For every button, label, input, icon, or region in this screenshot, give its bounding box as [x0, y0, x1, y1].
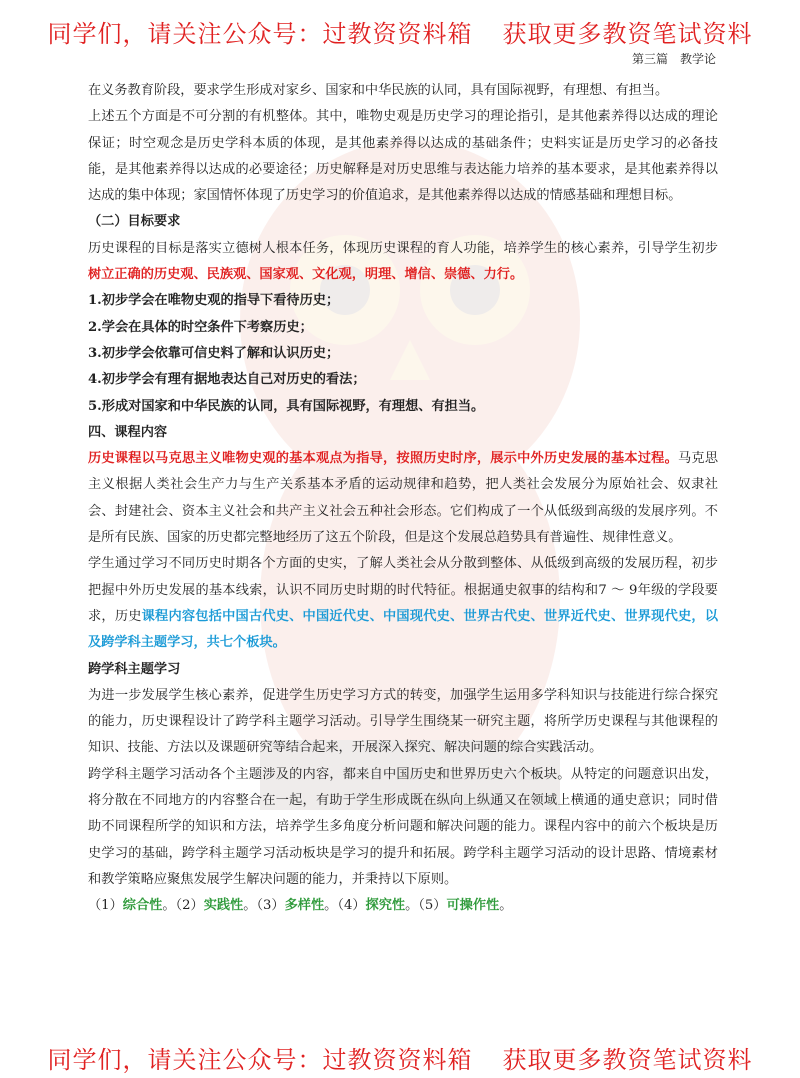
page-body — [88, 78, 718, 920]
banner-wechat-text: 同学们，请关注公众号：过教资资料箱 — [47, 20, 473, 48]
principle-2-num: 。（2） — [162, 898, 204, 914]
paragraph-five-aspects: 上述五个方面是不可分割的有机整体。其中，唯物史观是历史学习的理论指引，是其他素养得以达成的理论保证；时空观念是历史学科本质的体现，是其他素养得以达成的基础条件；史料实证是历史学习的必备技能，是其他素养得以达成的必要途径；历史解释是对历史思维与表达能力培养的基本要求，是其他素养得以达成的集中体现；家国情怀体现了历史学习的价值追求，是其他素养得以达成的情感基础和理想目标。 — [88, 109, 718, 204]
principle-4-num: 。（4） — [324, 898, 366, 914]
principle-4: 探究性 — [365, 898, 406, 914]
paragraph-marxist-view — [88, 446, 718, 551]
banner-more-text-bottom: 获取更多教资笔试资料 — [502, 1046, 753, 1074]
heading-course-content: 四、课程内容 — [88, 424, 168, 440]
paragraph-cross-subject-1: 为进一步发展学生核心素养，促进学生历史学习方式的转变，加强学生运用多学科知识与技能进行综合探究的能力，历史课程设计了跨学科主题学习活动。引导学生围绕某一研究主题，将所学历史课程与其他课程的知识、技能、方法以及课题研究等结合起来，开展深入探究、解决问题的综合实践活动。 — [88, 687, 718, 756]
marxist-view-text: 马克思主义根据人类社会生产力与生产关系基本矛盾的运动规律和趋势，把人类社会发展分为原始社会、奴隶社会、封建社会、资本主义社会和共产主义社会五种社会形态。它们构成了一个从低级到高级的发展序列。不是所有民族、国家的历史都完整地经历了这五个阶段，但是这个发展总趋势具有普遍性、规律性意义。 — [88, 451, 719, 546]
marxist-view-highlight: 历史课程以马克思主义唯物史观的基本观点为指导，按照历史时序，展示中外历史发展的基本过程。 — [88, 451, 678, 467]
course-goal-highlight: 树立正确的历史观、民族观、国家观、文化观，明理、增信、崇德、力行。 — [88, 267, 524, 283]
principle-2: 实践性 — [203, 898, 244, 914]
goal-item-5: 5.形成对国家和中华民族的认同，具有国际视野，有理想、有担当。 — [88, 398, 485, 414]
paragraph-identity: 在义务教育阶段，要求学生形成对家乡、国家和中华民族的认同，具有国际视野，有理想、有担当。 — [88, 83, 669, 98]
principle-5: 可操作性 — [446, 898, 500, 914]
paragraph-seven-modules — [88, 551, 718, 656]
bottom-banner — [0, 1040, 800, 1075]
heading-goal-requirements: （二）目标要求 — [88, 214, 181, 230]
principle-5-num: 。（5） — [405, 898, 447, 914]
principle-3-num: 。（3） — [243, 898, 285, 914]
banner-wechat-text-bottom: 同学们，请关注公众号：过教资资料箱 — [47, 1046, 473, 1074]
principle-1: 综合性 — [122, 898, 163, 914]
seven-modules-text: 学生通过学习不同历史时期各个方面的史实，了解人类社会从分散到整体、从低级到高级的发展历程，初步把握中外历史发展的基本线索，认识不同历史时期的时代特征。根据通史叙事的结构和7 ～ 9年级的学段要求，历史 — [88, 556, 718, 624]
paragraph-cross-subject-2: 跨学科主题学习活动各个主题涉及的内容，都来自中国历史和世界历史六个板块。从特定的问题意识出发，将分散在不同地方的内容整合在一起，有助于学生形成既在纵向上纵通又在领域上横通的通史意识；同时借助不同课程所学的知识和方法，培养学生多角度分析问题和解决问题的能力。课程内容中的前六个板块是历史学习的基础，跨学科主题学习活动板块是学习的提升和拓展。跨学科主题学习活动的设计思路、情境素材和教学策略应聚焦发展学生解决问题的能力，并秉持以下原则。 — [88, 766, 718, 887]
principles-end: 。 — [499, 898, 513, 914]
heading-cross-subject: 跨学科主题学习 — [88, 661, 181, 677]
banner-more-text: 获取更多教资笔试资料 — [502, 20, 753, 48]
seven-modules-highlight: 课程内容包括中国古代史、中国近代史、中国现代史、世界古代史、世界近代史、世界现代史，以及跨学科主题学习，共七个板块。 — [88, 608, 719, 651]
goal-item-2: 2.学会在具体的时空条件下考察历史； — [88, 319, 313, 335]
goal-item-4: 4.初步学会有理有据地表达自己对历史的看法； — [88, 372, 366, 388]
goal-item-1: 1.初步学会在唯物史观的指导下看待历史； — [88, 293, 340, 309]
principle-1-num: （1） — [88, 898, 123, 914]
goal-item-3: 3.初步学会依靠可信史料了解和认识历史； — [88, 345, 340, 361]
principle-3: 多样性 — [284, 898, 325, 914]
top-banner — [0, 14, 800, 49]
paragraph-course-goal — [88, 236, 718, 289]
course-goal-text: 历史课程的目标是落实立德树人根本任务，体现历史课程的育人功能，培养学生的核心素养，引导学生初步 — [88, 240, 718, 256]
running-head: 第三篇 教学论 — [631, 52, 716, 66]
principles-list — [88, 893, 718, 919]
